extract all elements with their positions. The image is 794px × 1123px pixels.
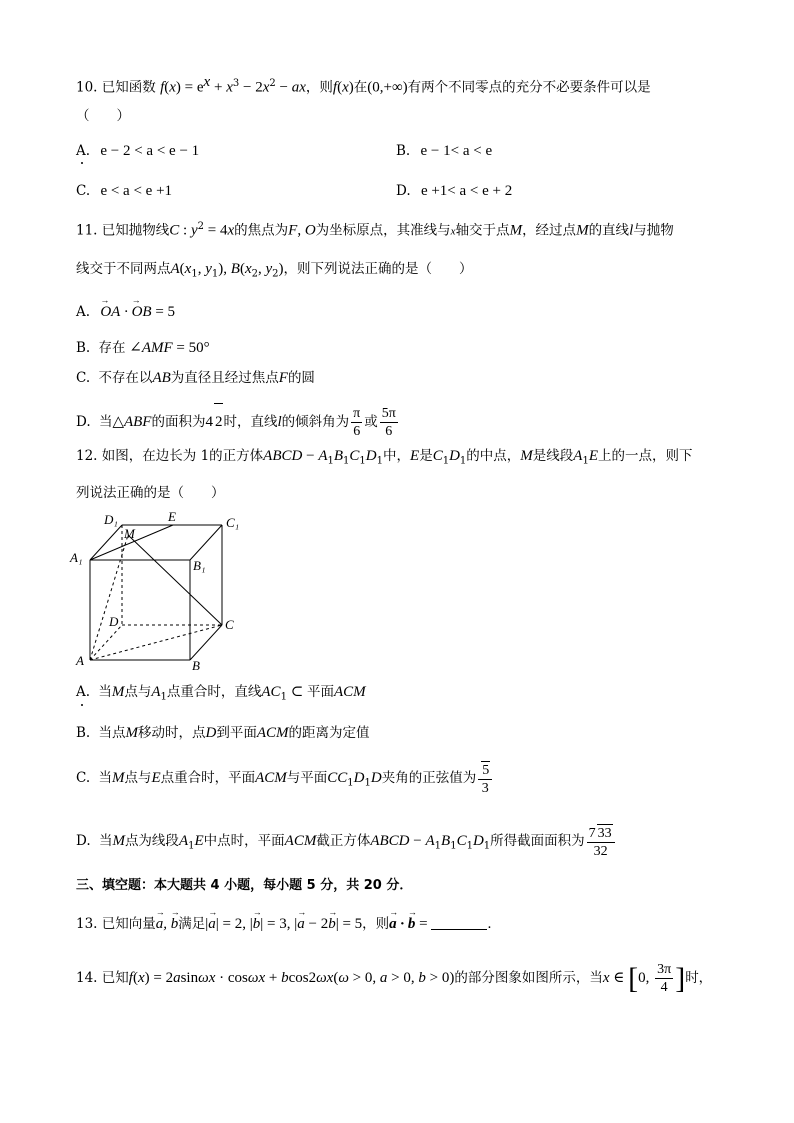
q11-option-a[interactable]: A. → OA · → OB = 5 — [76, 302, 175, 322]
segment-a-c — [90, 625, 222, 660]
q11-option-d[interactable]: D. 当△ABF的面积为4 2时，直线l的倾斜角为 $\frac{\pi}{6}$ 或 $\frac{5\pi}{6}$ — [76, 403, 400, 440]
q12-option-b[interactable]: B. 当点M移动时，点D到平面ACM的距离为定值 — [76, 725, 370, 741]
q11-stem-line1: 11. 已知抛物线C : $y^2 = 4x$的焦点为F, O为坐标原点，其准线与x轴交于点M，经过点M的直线l与抛物 — [76, 221, 674, 239]
label-a: A — [76, 653, 84, 668]
label-c: C — [225, 617, 234, 632]
q10-option-b[interactable]: B. e − 1< a < e — [396, 143, 493, 159]
mark-dot — [81, 162, 83, 164]
q12-option-a[interactable]: A. 当M点与$A_1$点重合时，直线$AC_1$ ⊂ 平面ACM — [76, 684, 366, 703]
q10-option-c[interactable]: C. e < a < e +1 — [76, 183, 173, 199]
q10-option-d[interactable]: D. e +1< a < e + 2 — [396, 183, 513, 199]
q14-stem: 14. 已知f(x) = 2asinωx · cosωx + bcos2ωx(ω > 0, a > 0, b > 0)的部分图象如图所示，当x ∈ [0, $\frac{3\pi}{4}$ ]时， — [76, 961, 713, 995]
q10-paren: （ ） — [76, 108, 130, 124]
segment-m-c — [128, 535, 222, 625]
mark-dot — [81, 704, 83, 706]
label-e: E — [168, 509, 176, 524]
label-m: M — [124, 526, 135, 541]
label-b: B — [192, 658, 200, 673]
q12-option-d[interactable]: D. 当M点为线段$A_1E$中点时，平面ACM截正方体ABCD − $A_1B_1C_1D_1$所得截面面积为 $\frac{7 33}{32}$ — [76, 821, 617, 867]
cube-figure — [66, 508, 256, 673]
q10-stem: 10. 已知函数 $f(x) = e^x + x^3 - 2x^2$ − ax，则f(x)在(0,+∞)有两个不同零点的充分不必要条件可以是 — [76, 74, 651, 96]
edge-a1-d1 — [90, 525, 122, 560]
q12-stem-line2: 列说法正确的是（ ） — [76, 485, 225, 501]
q11-stem-line2: 线交于不同两点$A(x_1$, $y_1$), $B(x_2$, $y_2$)，则下列说法正确的是（ ） — [76, 261, 473, 280]
q12-option-c[interactable]: C. 当M点与E点重合时，平面ACM与平面$CC_1D_1D$夹角的正弦值为 $\frac{5}{3}$ — [76, 758, 494, 804]
q10-option-a[interactable]: A. e − 2 < a < e − 1 — [76, 143, 200, 159]
answer-blank[interactable] — [431, 929, 487, 930]
section-heading: 三、填空题：本大题共 4 小题，每小题 5 分，共 20 分． — [76, 878, 413, 893]
q13-stem: 13. 已知向量→ a, → b满足|→ a| = 2, |→ b| = 3, |→ a − 2→ b| = 5，则→ a · → b = ． — [76, 914, 501, 934]
q11-option-b[interactable]: B. 存在 ∠AMF = 50° — [76, 340, 210, 356]
q11-option-c[interactable]: C. 不存在以AB为直径且经过焦点F的圆 — [76, 370, 315, 386]
edge-b1-c1 — [190, 525, 222, 560]
label-d: D — [109, 614, 119, 629]
label-c1: C₁ — [226, 515, 240, 530]
q12-stem-line1: 12. 如图，在边长为 1的正方体ABCD − $A_1B_1C_1D_1$中，E是$C_1D_1$的中点，M是线段$A_1E$上的一点，则下 — [76, 448, 693, 467]
label-b1: B₁ — [193, 558, 206, 573]
label-a1: A₁ — [70, 550, 83, 565]
label-d1: D₁ — [104, 512, 118, 527]
edge-b-c — [190, 625, 222, 660]
